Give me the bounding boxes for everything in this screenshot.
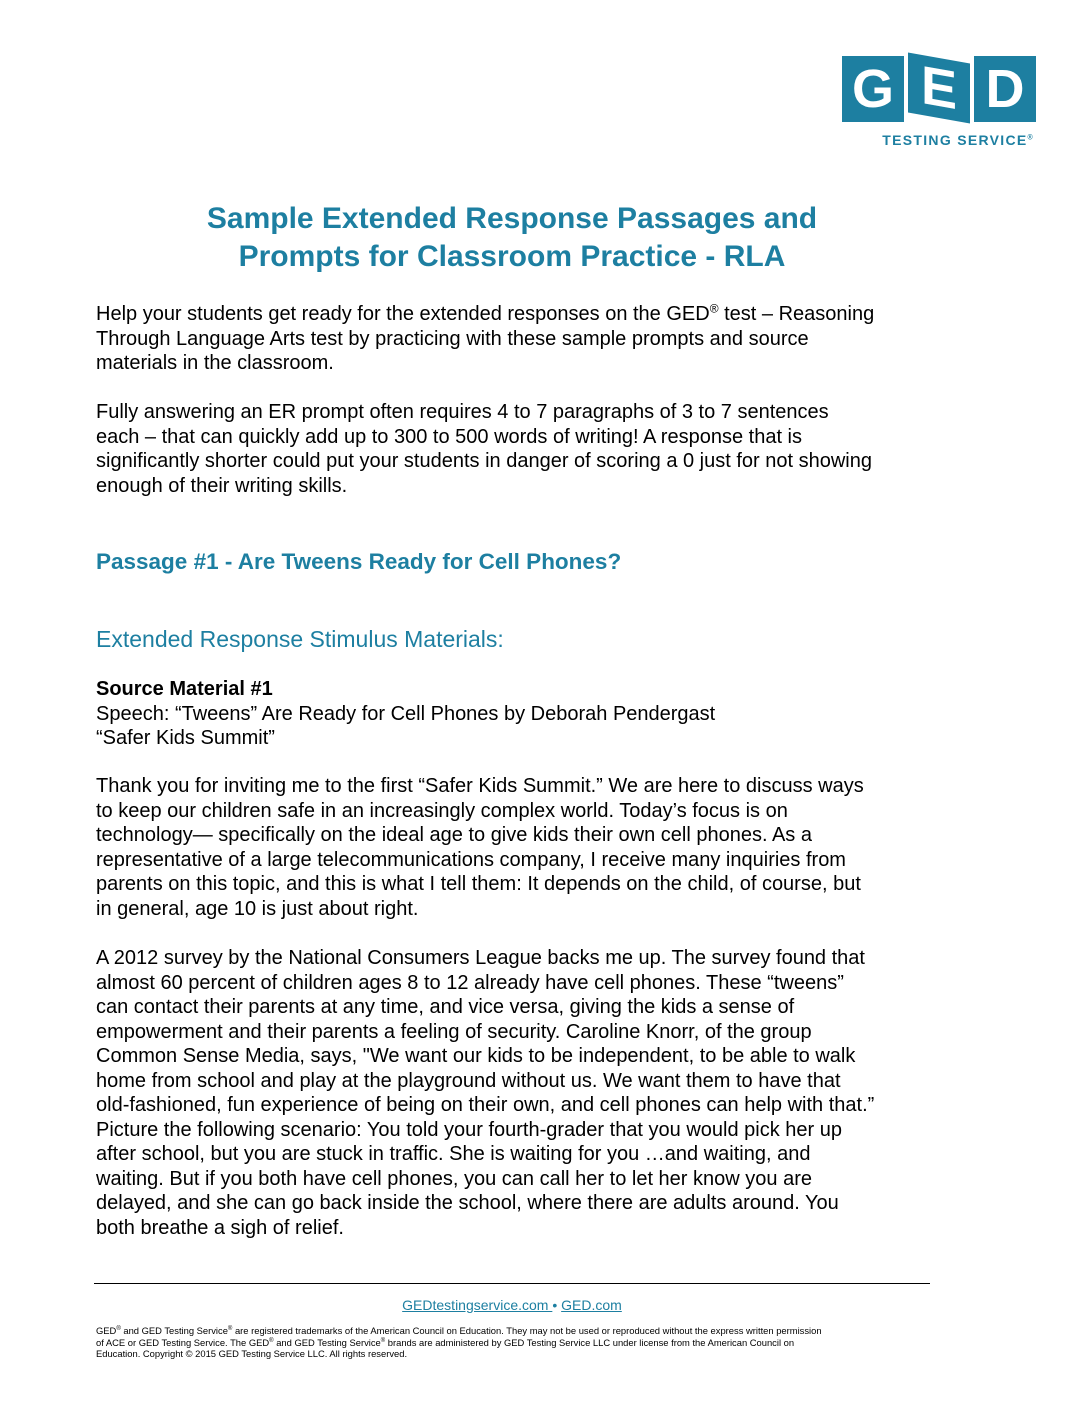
logo-subtitle: TESTING SERVICE®: [882, 132, 1034, 148]
text-line: after school, but you are stuck in traffic. She is waiting for you …and waiting, and: [96, 1143, 811, 1165]
source-event-line: “Safer Kids Summit”: [96, 727, 275, 749]
source-speech-line: Speech: “Tweens” Are Ready for Cell Phones by Deborah Pendergast: [96, 702, 716, 725]
logo-letter-g: G: [842, 56, 904, 122]
logo-letter-d: D: [974, 56, 1036, 122]
text-line: old-fashioned, fun experience of being on their own, and cell phones can help with that.”: [96, 1094, 875, 1116]
legal-line-1: GED® and GED Testing Service® are registered trademarks of the American Council on Education. They may not be used or reproduced without the express written permission: [96, 1325, 822, 1336]
logo-letter-e: E: [908, 53, 970, 124]
text-line: Picture the following scenario: You told your fourth-grader that you would pick her up: [96, 1118, 842, 1141]
passage-heading: Passage #1 - Are Tweens Ready for Cell Phones?: [96, 549, 622, 574]
title-line-2: Prompts for Classroom Practice - RLA: [238, 240, 786, 273]
text-line: home from school and play at the playground without us. We want them to have that: [96, 1069, 841, 1092]
text-line: almost 60 percent of children ages 8 to 12 already have cell phones. These “tweens”: [96, 971, 844, 994]
source-heading: Source Material #1: [96, 678, 273, 700]
text-line: can contact their parents at any time, and vice versa, giving the kids a sense of: [96, 996, 795, 1018]
stimulus-heading: Extended Response Stimulus Materials:: [96, 626, 504, 652]
text-line: to keep our children safe in an increasingly complex world. Today’s focus is on: [96, 799, 788, 822]
title-line-1: Sample Extended Response Passages and: [206, 202, 818, 235]
text-line: delayed, and she can go back inside the school, where there are adults around. You: [96, 1192, 839, 1214]
text-line: waiting. But if you both have cell phones, you can call her to let her know you are: [96, 1167, 812, 1190]
intro-line-1: Help your students get ready for the extended responses on the GED® test – Reasoning: [96, 301, 875, 325]
text-line: Thank you for inviting me to the first “Safer Kids Summit.” We are here to discuss ways: [96, 775, 864, 797]
source-material-block: [96, 677, 946, 751]
text-line: parents on this topic, and this is what I tell them: It depends on the child, of course, but: [96, 873, 861, 895]
footer-divider: [94, 1283, 930, 1284]
gedtestingservice-link[interactable]: GEDtestingservice.com: [402, 1297, 553, 1313]
text-line: each – that can quickly add up to 300 to 500 words of writing! A response that is: [96, 425, 802, 448]
text-line: empowerment and their parents a feeling of security. Caroline Knorr, of the group: [96, 1020, 812, 1043]
link-separator: •: [552, 1297, 562, 1313]
text-line: enough of their writing skills.: [96, 474, 348, 497]
text-line: technology— specifically on the ideal age to give kids their own cell phones. As a: [96, 824, 812, 846]
page-title: [96, 200, 928, 276]
intro-line-3: materials in the classroom.: [96, 352, 334, 374]
text-line: significantly shorter could put your students in danger of scoring a 0 just for not showing: [96, 450, 872, 472]
text-line: Fully answering an ER prompt often requires 4 to 7 paragraphs of 3 to 7 sentences: [96, 401, 829, 423]
length-note-paragraph: [96, 400, 946, 498]
legal-line-2: of ACE or GED Testing Service. The GED® and GED Testing Service® brands are administered by GED Testing Service LLC under license from the American Council on: [96, 1336, 795, 1348]
text-line: in general, age 10 is just about right.: [96, 897, 419, 920]
ged-com-link[interactable]: GED.com: [561, 1297, 622, 1313]
intro-line-2: Through Language Arts test by practicing with these sample prompts and source: [96, 327, 809, 350]
text-line: representative of a large telecommunications company, I receive many inquiries from: [96, 848, 846, 871]
text-line: Common Sense Media, says, "We want our kids to be independent, to be able to walk: [96, 1045, 856, 1067]
speech-paragraph-1: [96, 774, 946, 921]
legal-notice: [96, 1325, 932, 1360]
legal-line-3: Education. Copyright © 2015 GED Testing Service LLC. All rights reserved.: [96, 1348, 408, 1359]
ged-logo: [842, 56, 1036, 146]
text-line: A 2012 survey by the National Consumers League backs me up. The survey found that: [96, 947, 865, 969]
text-line: both breathe a sigh of relief.: [96, 1216, 344, 1239]
intro-paragraph: [96, 302, 946, 376]
footer-links: [94, 1297, 930, 1313]
speech-paragraph-2: [96, 946, 946, 1240]
logo-tiles: [842, 56, 1036, 122]
